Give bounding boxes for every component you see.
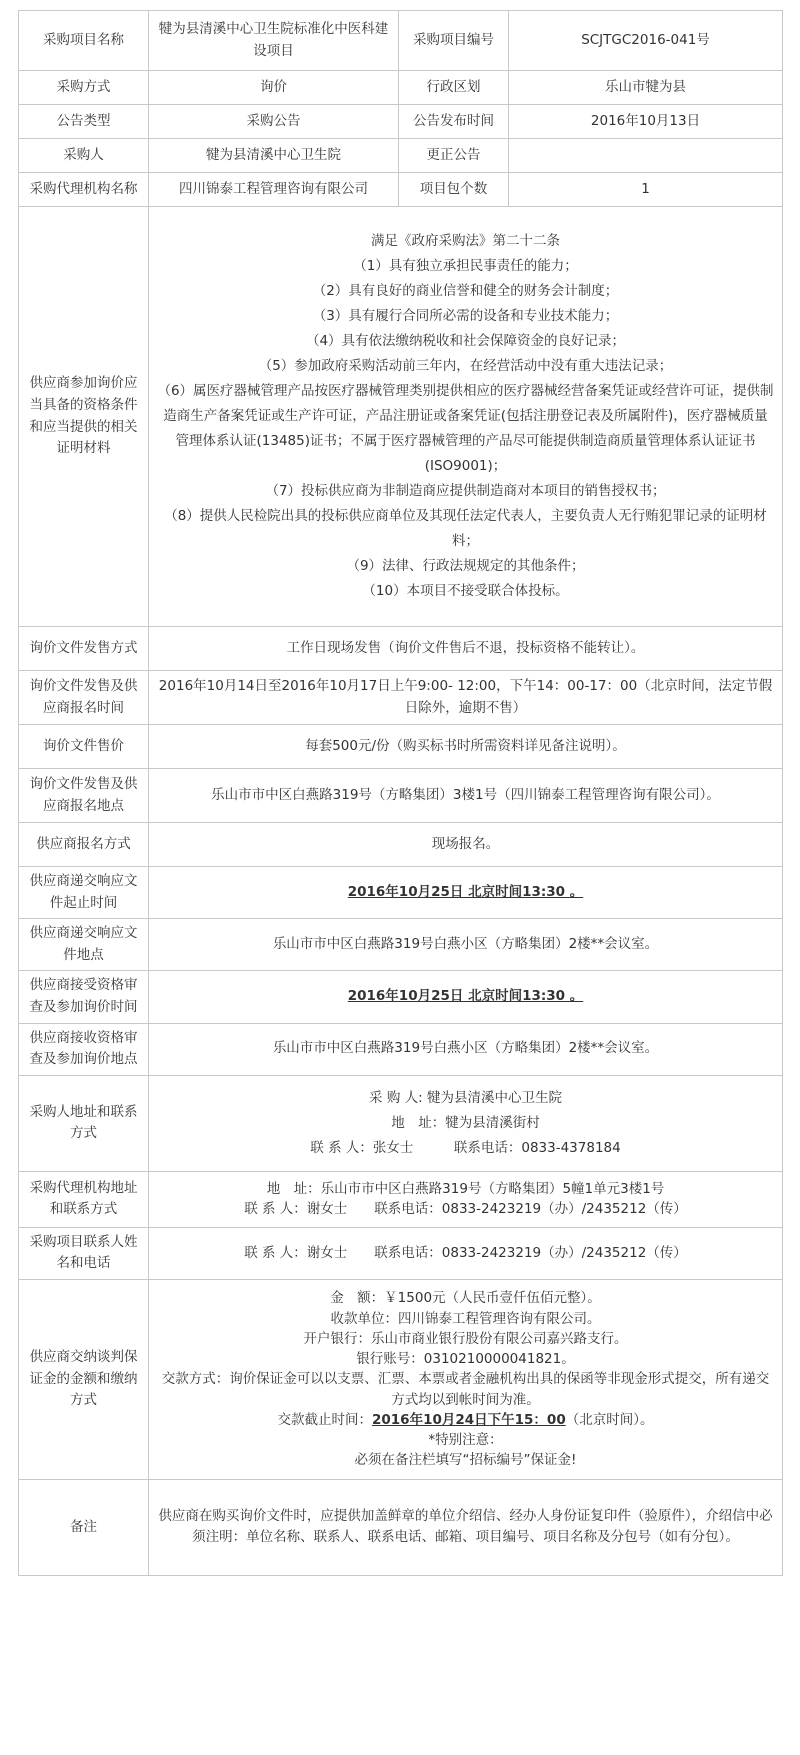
- procurement-notice: [18, 10, 782, 1576]
- table-row: [19, 71, 783, 105]
- qualification-line: （4）具有依法缴纳税收和社会保障资金的良好记录；: [305, 333, 626, 350]
- review-location: 乐山市市中区白燕路319号白燕小区（方略集团）2楼**会议室。: [149, 1023, 783, 1075]
- agency-contact: [149, 1171, 783, 1227]
- purchaser-line: 采 购 人: 犍为县清溪中心卫生院: [369, 1089, 562, 1106]
- deadline-prefix: 交款截止时间：: [277, 1411, 372, 1428]
- table-row: [19, 1171, 783, 1227]
- procurement-method: 询价: [149, 71, 399, 105]
- submission-time-value: 2016年10月25日 北京时间13:30 。: [347, 883, 584, 900]
- field-label: 更正公告: [399, 139, 509, 173]
- field-label: 采购方式: [19, 71, 149, 105]
- table-row: [19, 769, 783, 823]
- publish-date: 2016年10月13日: [509, 105, 783, 139]
- agency-name: 四川锦泰工程管理咨询有限公司: [149, 173, 399, 207]
- purchaser-name: 犍为县清溪中心卫生院: [149, 139, 399, 173]
- correction-notice: [509, 139, 783, 173]
- agency-line: 地 址：乐山市市中区白燕路319号（方略集团）5幢1单元3楼1号: [266, 1181, 665, 1197]
- field-label: 供应商交纳谈判保证金的金额和缴纳方式: [19, 1279, 149, 1479]
- qualification-line: （10）本项目不接受联合体投标。: [362, 582, 569, 599]
- notice-type: 采购公告: [149, 105, 399, 139]
- field-label: 采购代理机构地址和联系方式: [19, 1171, 149, 1227]
- sale-location: 乐山市市中区白燕路319号（方略集团）3楼1号（四川锦泰工程管理咨询有限公司）。: [149, 769, 783, 823]
- qualification-line: （8）提供人民检院出具的投标供应商单位及其现任法定代表人，主要负责人无行贿犯罪记录的证明材料；: [164, 507, 767, 549]
- region: 乐山市犍为县: [509, 71, 783, 105]
- special-notice-text: 必须在备注栏填写“招标编号”保证金!: [354, 1452, 577, 1469]
- sale-method: 工作日现场发售（询价文件售后不退，投标资格不能转让）。: [149, 627, 783, 671]
- field-label: 采购项目联系人姓名和电话: [19, 1227, 149, 1279]
- notice-table: [18, 10, 783, 1576]
- deposit-line: 金 额：￥1500元（人民币壹仟伍佰元整）。: [330, 1290, 601, 1307]
- qualification-line: （5）参加政府采购活动前三年内，在经营活动中没有重大违法记录；: [258, 358, 673, 375]
- field-label: 采购项目编号: [399, 11, 509, 71]
- purchaser-contact: [149, 1075, 783, 1171]
- field-label: 询价文件发售及供应商报名地点: [19, 769, 149, 823]
- deadline-value: 2016年10月24日下午15：00: [372, 1411, 566, 1428]
- table-row: [19, 11, 783, 71]
- field-label: 备注: [19, 1479, 149, 1575]
- table-row: [19, 867, 783, 919]
- field-label: 项目包个数: [399, 173, 509, 207]
- field-label: 供应商接受资格审查及参加询价时间: [19, 971, 149, 1023]
- project-name: 犍为县清溪中心卫生院标准化中医科建设项目: [149, 11, 399, 71]
- field-label: 公告发布时间: [399, 105, 509, 139]
- table-row: [19, 1023, 783, 1075]
- field-label: 公告类型: [19, 105, 149, 139]
- document-price: 每套500元/份（购买标书时所需资料详见备注说明）。: [149, 725, 783, 769]
- table-row: [19, 823, 783, 867]
- field-label: 供应商递交响应文件起止时间: [19, 867, 149, 919]
- registration-method: 现场报名。: [149, 823, 783, 867]
- table-row: [19, 627, 783, 671]
- field-label: 行政区划: [399, 71, 509, 105]
- purchaser-line: 联 系 人：张女士 联系电话：0833-4378184: [310, 1139, 621, 1156]
- qualification-line: （2）具有良好的商业信誉和健全的财务会计制度；: [312, 283, 619, 300]
- review-time: [149, 971, 783, 1023]
- table-row: [19, 1227, 783, 1279]
- qualification-line: （7）投标供应商为非制造商应提供制造商对本项目的销售授权书；: [265, 482, 666, 499]
- remark-content: 供应商在购买询价文件时，应提供加盖鲜章的单位介绍信、经办人身份证复印件（验原件），介绍信中必须注明：单位名称、联系人、联系电话、邮箱、项目编号、项目名称及分包号（如有分包）。: [149, 1479, 783, 1575]
- submission-location: 乐山市市中区白燕路319号白燕小区（方略集团）2楼**会议室。: [149, 919, 783, 971]
- deposit-line: 收款单位：四川锦泰工程管理咨询有限公司。: [330, 1310, 601, 1327]
- deposit-line: 银行账号：0310210000041821。: [356, 1351, 575, 1368]
- field-label: 供应商参加询价应当具备的资格条件和应当提供的相关证明材料: [19, 207, 149, 627]
- field-label: 采购人: [19, 139, 149, 173]
- field-label: 询价文件发售及供应商报名时间: [19, 671, 149, 725]
- package-count: 1: [509, 173, 783, 207]
- project-number: SCJTGC2016-041号: [509, 11, 783, 71]
- field-label: 询价文件售价: [19, 725, 149, 769]
- field-label: 供应商接收资格审查及参加询价地点: [19, 1023, 149, 1075]
- table-row: [19, 1075, 783, 1171]
- table-row: [19, 971, 783, 1023]
- qualification-line: （6）属医疗器械管理产品按医疗器械管理类别提供相应的医疗器械经营备案凭证或经营许可证，提供制造商生产备案凭证或生产许可证，产品注册证或备案凭证(包括注册登记表及所属附件)，医疗器械质量管理体系认证(13485)证书；不属于医疗器械管理的产品尽可能提供制造商质量管理体系认证证书(ISO9001)；: [157, 383, 774, 474]
- table-row: [19, 919, 783, 971]
- deposit-info: [149, 1279, 783, 1479]
- deadline-suffix: （北京时间）。: [565, 1411, 654, 1428]
- qualification-line: （9）法律、行政法规规定的其他条件；: [346, 557, 585, 574]
- deposit-deadline: [157, 1410, 774, 1430]
- table-row: [19, 725, 783, 769]
- field-label: 采购项目名称: [19, 11, 149, 71]
- deposit-line: 开户银行：乐山市商业银行股份有限公司嘉兴路支行。: [303, 1330, 628, 1347]
- qualification-line: （1）具有独立承担民事责任的能力；: [353, 258, 578, 275]
- table-row: [19, 671, 783, 725]
- field-label: 询价文件发售方式: [19, 627, 149, 671]
- table-row: [19, 139, 783, 173]
- field-label: 供应商报名方式: [19, 823, 149, 867]
- agency-line: 联 系 人：谢女士 联系电话：0833-2423219（办）/2435212（传）: [244, 1201, 687, 1218]
- table-row: [19, 105, 783, 139]
- sale-time: 2016年10月14日至2016年10月17日上午9:00- 12:00，下午14：00-17：00（北京时间，法定节假日除外，逾期不售）: [149, 671, 783, 725]
- project-contact: 联 系 人：谢女士 联系电话：0833-2423219（办）/2435212（传）: [149, 1227, 783, 1279]
- table-row: [19, 173, 783, 207]
- qualification-line: （3）具有履行合同所必需的设备和专业技术能力；: [312, 308, 619, 325]
- table-row: [19, 1479, 783, 1575]
- table-row: [19, 1279, 783, 1479]
- field-label: 采购人地址和联系方式: [19, 1075, 149, 1171]
- deposit-line: 交款方式：询价保证金可以以支票、汇票、本票或者金融机构出具的保函等非现金形式提交，所有递交方式均以到帐时间为准。: [161, 1371, 770, 1408]
- review-time-value: 2016年10月25日 北京时间13:30 。: [347, 988, 584, 1005]
- field-label: 供应商递交响应文件地点: [19, 919, 149, 971]
- special-notice-title: *特别注意：: [428, 1432, 503, 1449]
- qualification-content: [149, 207, 783, 627]
- field-label: 采购代理机构名称: [19, 173, 149, 207]
- purchaser-line: 地 址：犍为县清溪街村: [391, 1114, 540, 1131]
- qualification-line: 满足《政府采购法》第二十二条: [371, 233, 560, 250]
- submission-time: [149, 867, 783, 919]
- table-row: [19, 207, 783, 627]
